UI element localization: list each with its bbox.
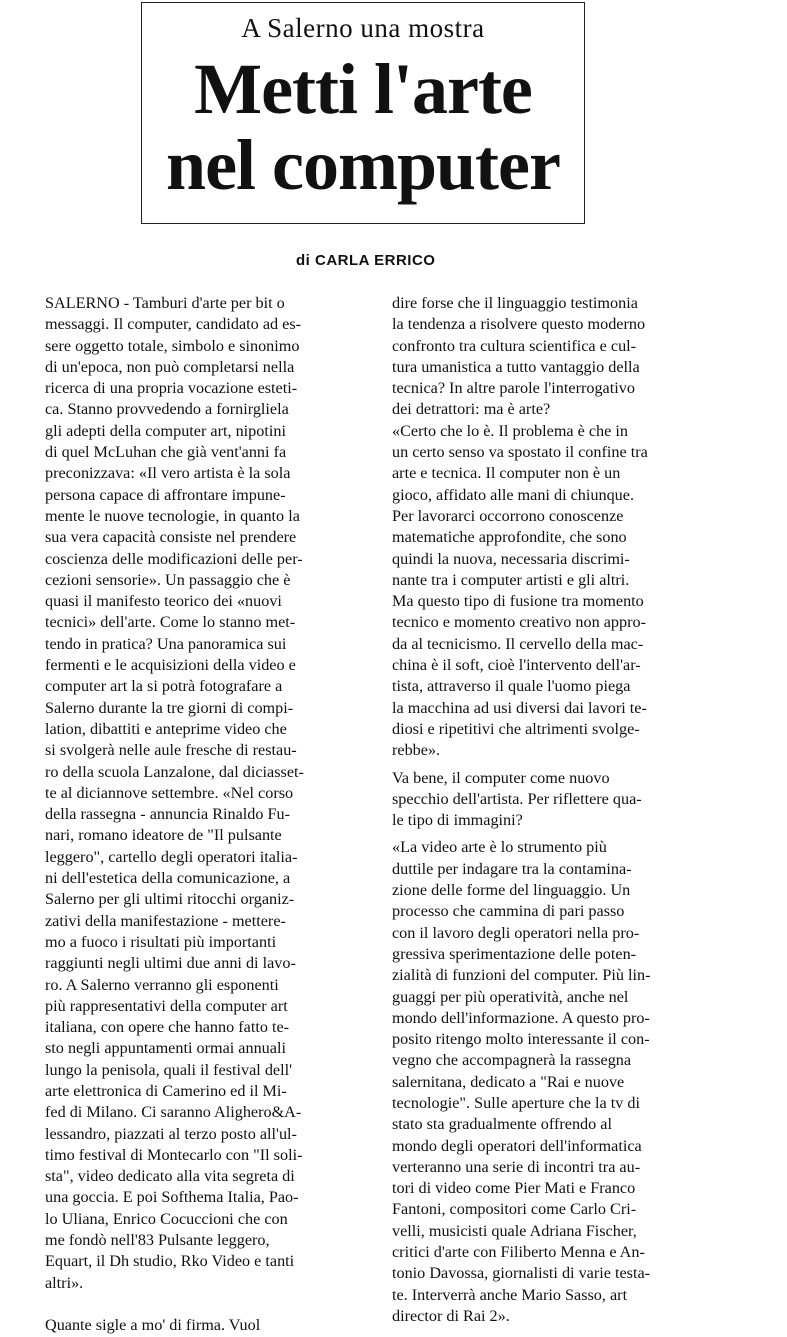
article-line: cezioni sensorie». Un passaggio che è <box>45 570 291 589</box>
article-line: le tipo di immagini? <box>392 811 523 830</box>
article-line: sta", video dedicato alla vita segreta di <box>45 1167 295 1186</box>
article-line: italiana, con opere che hanno fatto te- <box>45 1018 290 1037</box>
article-line: «Certo che lo è. Il problema è che in <box>392 421 628 440</box>
article-line: zativi della manifestazione - mettere- <box>45 911 286 930</box>
article-line: Per lavorarci occorrono conoscenze <box>392 506 624 525</box>
article-line: sua vera capacità consiste nel prendere <box>45 528 297 547</box>
article-line: tecnica? In altre parole l'interrogativo <box>392 379 635 398</box>
article-line: Salerno per gli ultimi ritocchi organiz- <box>45 890 295 909</box>
article-line: Fantoni, compositori come Carlo Cri- <box>392 1200 637 1219</box>
article-line: fermenti e le acquisizioni della video e <box>45 656 296 675</box>
article-line: lation, dibattiti e anteprime video che <box>45 719 287 738</box>
article-line: computer art la si potrà fotografare a <box>45 677 283 696</box>
article-line: una goccia. E poi Softhema Italia, Pao- <box>45 1188 299 1207</box>
article-line: verteranno una serie di incontri tra au- <box>392 1157 641 1176</box>
article-line: duttile per indagare tra la contamina- <box>392 859 632 878</box>
article-line: messaggi. Il computer, candidato ad es- <box>45 315 302 334</box>
article-line: velli, musicisti quale Adriana Fischer, <box>392 1221 637 1240</box>
article-line: preconizzava: «Il vero artista è la sola <box>45 464 291 483</box>
article-line: mondo degli operatori dell'informatica <box>392 1136 642 1155</box>
article-line: lo Uliana, Enrico Cocuccioni che con <box>45 1209 288 1228</box>
article-line: china è il soft, cioè l'intervento dell'ar- <box>392 656 641 675</box>
article-line: tendo in pratica? Una panoramica sui <box>45 634 287 653</box>
article-line: matematiche approfondite, che sono <box>392 528 627 547</box>
article-line: quasi il manifesto teorico dei «nuovi <box>45 592 282 611</box>
article-line: la macchina ad usi diversi dai lavori te- <box>392 698 647 717</box>
article-line: SALERNO - Tamburi d'arte per bit o <box>45 294 285 312</box>
article-line: rebbe». <box>392 741 441 760</box>
article-line: quindi la nuova, necessaria discrimi- <box>392 549 630 568</box>
article-line: tecnici» dell'arte. Come lo stanno met- <box>45 613 296 632</box>
article-line: tecnico e momento creativo non appro- <box>392 613 646 632</box>
article-line: zione delle forme del linguaggio. Un <box>392 881 631 900</box>
article-line: arte elettronica di Camerino ed il Mi- <box>45 1081 287 1100</box>
article-line: vegno che accompagnerà la rassegna <box>392 1051 632 1070</box>
headline-line-2: nel computer <box>166 125 560 205</box>
article-line: la tendenza a risolvere questo moderno <box>392 315 646 334</box>
article-line: posito ritengo molto interessante il con- <box>392 1030 650 1049</box>
article-line: Equart, il Dh studio, Rko Video e tanti <box>45 1252 295 1271</box>
article-line: fed di Milano. Ci saranno Alighero&A- <box>45 1103 302 1122</box>
article-line: Ma questo tipo di fusione tra momento <box>392 592 644 611</box>
kicker: A Salerno una mostra <box>241 13 485 43</box>
article-line: sto negli appuntamenti ormai annuali <box>45 1039 286 1058</box>
article-line: tura umanistica a tutto vantaggio della <box>392 357 640 376</box>
article-line: altri». <box>45 1273 84 1292</box>
article-line: Salerno durante la tre giorni di compi- <box>45 698 294 717</box>
article-line: mo a fuoco i risultati più importanti <box>45 932 277 951</box>
article-line: diosi e ripetitivi che altrimenti svolge- <box>392 719 640 738</box>
headline <box>142 51 584 203</box>
article-line: con il lavoro degli operatori nella pro- <box>392 923 640 942</box>
article-line: di un'epoca, non può completarsi nella <box>45 357 295 376</box>
article-line: sere oggetto totale, simbolo e sinonimo <box>45 336 300 355</box>
article-line: guaggi per più operatività, anche nel <box>392 987 629 1006</box>
article-line: te al diciannove settembre. «Nel corso <box>45 783 294 802</box>
byline: di CARLA ERRICO <box>296 252 436 269</box>
article-line: raggiunti negli ultimi due anni di lavo- <box>45 954 296 973</box>
headline-line-1: Metti l'arte <box>194 49 532 129</box>
article-line: me fondò nell'83 Pulsante leggero, <box>45 1231 270 1250</box>
article-line: ca. Stanno provvedendo a fornirgliela <box>45 400 289 419</box>
article-line: gioco, affidato alle mani di chiunque. <box>392 485 634 504</box>
article-line: si svolgerà nelle aule fresche di restau- <box>45 741 297 760</box>
article-line: gli adepti della computer art, nipotini <box>45 421 286 440</box>
article-line: dire forse che il linguaggio testimonia <box>392 294 638 312</box>
article-line: della rassegna - annuncia Rinaldo Fu- <box>45 805 290 824</box>
article-line: di quel McLuhan che già vent'anni fa <box>45 443 287 462</box>
article-line: confronto tra cultura scientifica e cul- <box>392 336 637 355</box>
article-line: nari, romano ideatore de "Il pulsante <box>45 826 282 845</box>
article-line: te. Interverrà anche Mario Sasso, art <box>392 1285 628 1304</box>
article-line: ricerca di una propria vocazione esteti- <box>45 379 298 398</box>
article-line: nante tra i computer artisti e gli altri. <box>392 570 630 589</box>
article-column-left <box>45 293 375 1337</box>
article-line: zialità di funzioni del computer. Più lin- <box>392 966 651 985</box>
article-line: arte e tecnica. Il computer non è un <box>392 464 621 483</box>
article-line <box>45 1294 375 1315</box>
article-line: tonio Davossa, giornalisti di varie testa- <box>392 1264 651 1283</box>
article-line: ro. A Salerno verranno gli esponenti <box>45 975 279 994</box>
article-line: stato sta gradualmente offrendo al <box>392 1115 612 1134</box>
article-line: un certo senso va spostato il confine tra <box>392 443 648 462</box>
article-line: da al tecnicismo. Il cervello della mac- <box>392 634 644 653</box>
article-line: lessandro, piazzati al terzo posto all'ul- <box>45 1124 297 1143</box>
article-column-right <box>392 293 762 1327</box>
article-line: tecnologie". Sulle aperture che la tv di <box>392 1093 640 1112</box>
article-line: salernitana, dedicato a "Rai e nuove <box>392 1072 625 1091</box>
article-line: ni dell'estetica della comunicazione, a <box>45 869 291 888</box>
article-line: persona capace di affrontare impune- <box>45 485 286 504</box>
headline-box <box>141 2 585 224</box>
article-line: coscienza delle modificazioni delle per- <box>45 549 303 568</box>
article-line: mente le nuove tecnologie, in quanto la <box>45 506 300 525</box>
article-line: dei detrattori: ma è arte? <box>392 400 551 419</box>
article-line: leggero", cartello degli operatori italia- <box>45 847 298 866</box>
article-line: più rappresentativi della computer art <box>45 996 288 1015</box>
article-line: Va bene, il computer come nuovo <box>392 768 610 787</box>
article-line: mondo dell'informazione. A questo pro- <box>392 1008 650 1027</box>
article-line: timo festival di Montecarlo con "Il soli- <box>45 1145 303 1164</box>
article-line: critici d'arte con Filiberto Menna e An- <box>392 1243 645 1262</box>
article-line: tori di video come Pier Mati e Franco <box>392 1179 636 1198</box>
article-line: gressiva sperimentazione delle poten- <box>392 944 637 963</box>
article-line: lungo la penisola, quali il festival dell' <box>45 1060 293 1079</box>
article-line: «La video arte è lo strumento più <box>392 838 607 857</box>
article-line: specchio dell'artista. Per riflettere qua- <box>392 789 642 808</box>
article-line: Quante sigle a mo' di firma. Vuol <box>45 1316 261 1335</box>
article-line: processo che cammina di pari passo <box>392 902 625 921</box>
article-line: director di Rai 2». <box>392 1306 510 1325</box>
article-line: tista, attraverso il quale l'uomo piega <box>392 677 631 696</box>
article-line: ro della scuola Lanzalone, dal diciasset- <box>45 762 304 781</box>
